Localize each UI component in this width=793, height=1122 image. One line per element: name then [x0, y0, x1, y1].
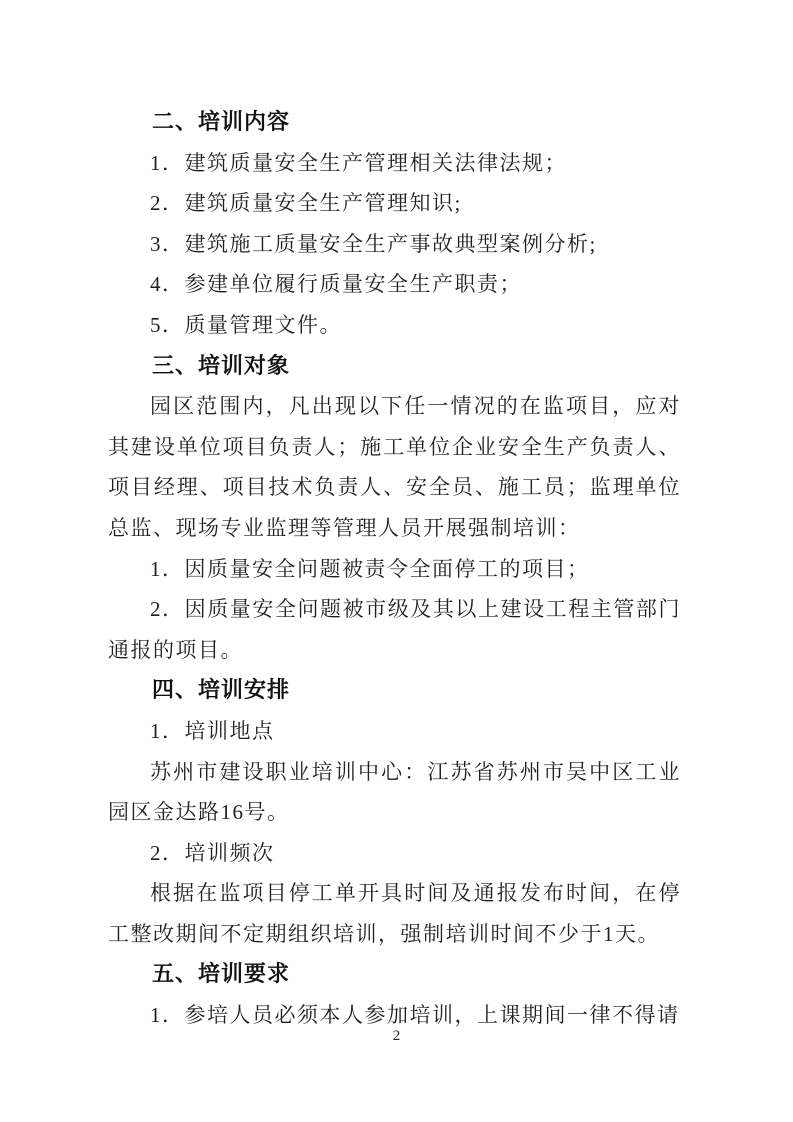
- list-item: 4．参建单位履行质量安全生产职责；: [150, 272, 522, 297]
- heading-training-content: 二、培训内容: [152, 109, 291, 134]
- list-item: 2．培训频次: [150, 840, 275, 865]
- heading-training-requirements: 五、培训要求: [152, 961, 291, 987]
- list-item: 2．因质量安全问题被市级及其以上建设工程主管部门通报的项目。: [108, 597, 681, 662]
- paragraph: 苏州市建设职业培训中心：江苏省苏州市吴中区工业园区金达路16号。: [108, 759, 681, 825]
- list-item: 2．建筑质量安全生产管理知识;: [150, 191, 462, 216]
- list-item: 1．建筑质量安全生产管理相关法律法规；: [150, 150, 567, 175]
- page-number: 2: [392, 1028, 401, 1044]
- list-item: 1．因质量安全问题被责令全面停工的项目；: [150, 556, 590, 581]
- list-item: 3．建筑施工质量安全生产事故典型案例分析;: [150, 231, 597, 256]
- heading-training-targets: 三、培训对象: [152, 352, 291, 378]
- heading-training-arrangement: 四、培训安排: [152, 677, 291, 703]
- list-item: 1．参培人员必须本人参加培训，上课期间一律不得请: [150, 1003, 680, 1028]
- list-item: 5．质量管理文件。: [150, 312, 342, 337]
- paragraph: 根据在监项目停工单开具时间及通报发布时间，在停工整改期间不定期组织培训，强制培训时间不少于1天。: [108, 881, 681, 946]
- list-item: 1．培训地点: [150, 718, 275, 743]
- paragraph: 园区范围内，凡出现以下任一情况的在监项目，应对其建设单位项目负责人；施工单位企业安全生产负责人、项目经理、项目技术负责人、安全员、施工员；监理单位总监、现场专业监理等管理人员开展强制培训：: [108, 394, 681, 540]
- document-body: [108, 102, 681, 1036]
